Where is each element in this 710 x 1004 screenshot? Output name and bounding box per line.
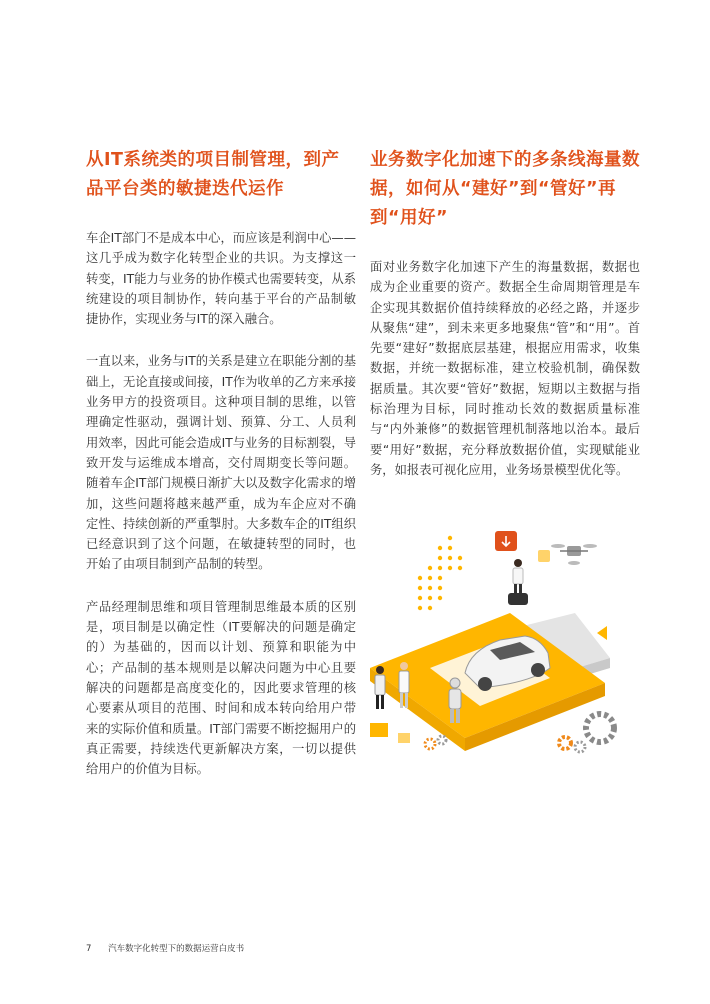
data-dots — [418, 536, 462, 610]
floor-panel — [370, 723, 388, 737]
drone-icon — [551, 544, 597, 565]
tag-badge — [538, 550, 550, 562]
left-paragraph-1: 车企IT部门不是成本中心，而应该是利润中心——这几乎成为数字化转型企业的共识。为支撑这一转变，IT能力与业务的协作模式也需要转变，从系统建设的项目制协作，转向基于平台的产品制敏捷协作，实现业务与IT的深入融合。 — [86, 231, 356, 327]
left-column — [86, 0, 356, 779]
floor-panel — [398, 733, 410, 743]
person-icon — [508, 559, 528, 605]
download-icon — [495, 531, 517, 551]
right-paragraph-1: 面对业务数字化加速下产生的海量数据，数据也成为企业重要的资产。数据全生命周期管理是车企实现其数据价值持续释放的必经之路，并逐步从聚焦“建”，到未来更多地聚焦“管”和“用”。首先要“建好”数据底层基建，根据应用需求，收集数据，并统一数据标准，建立校验机制，确保数据质量。其次要“管好”数据，短期以主数据与指标治理为目标，同时推动长效的数据质量标准与“内外兼修”的数据管理机制落地以治本。最后要“用好”数据，充分释放数据价值，实现赋能业务，如报表可视化应用，业务场景模型优化等。 — [370, 260, 640, 477]
left-heading: 从IT系统类的项目制管理，到产品平台类的敏捷迭代运作 — [86, 150, 340, 199]
left-paragraph-3: 产品经理制思维和项目管理制思维最本质的区别是，项目制是以确定性（IT要解决的问题是确定的）为基础的，因而以计划、预算和职能为中心；产品制的基本规则是以解决问题为中心且要解决的问题都是高度变化的，因此要求管理的核心要素从项目的范围、时间和成本转向给用户带来的实际价值和质量。IT部门需要不断挖掘用户的真正需要，持续迭代更新解决方案，一切以提供给用户的价值为目标。 — [86, 599, 356, 777]
page-footer — [86, 942, 244, 954]
data-platform-illustration — [360, 518, 620, 758]
page-number: 7 — [86, 944, 92, 954]
illustration-svg — [360, 518, 620, 758]
left-paragraph-2: 一直以来，业务与IT的关系是建立在职能分割的基础上，无论直接或间接，IT作为收单的乙方来承接业务甲方的投资项目。这种项目制的思维，以管理确定性驱动，强调计划、预算、分工、人员利用效率，因此可能会造成IT与业务的目标割裂，导致开发与运维成本增高，交付周期变长等问题。随着车企IT部门规模日渐扩大以及数字化需求的增加，这些问题将越来越严重，成为车企应对不确定性、持续创新的严重掣肘。大多数车企的IT组织已经意识到了这个问题，在敏捷转型的同时，也开始了由项目制到产品制的转型。 — [86, 354, 356, 572]
right-heading: 业务数字化加速下的多条线海量数据，如何从“建好”到“管好”再到“用好” — [370, 150, 640, 228]
small-marker — [597, 626, 607, 640]
footer-title: 汽车数字化转型下的数据运营白皮书 — [108, 944, 245, 954]
right-column — [370, 0, 640, 480]
